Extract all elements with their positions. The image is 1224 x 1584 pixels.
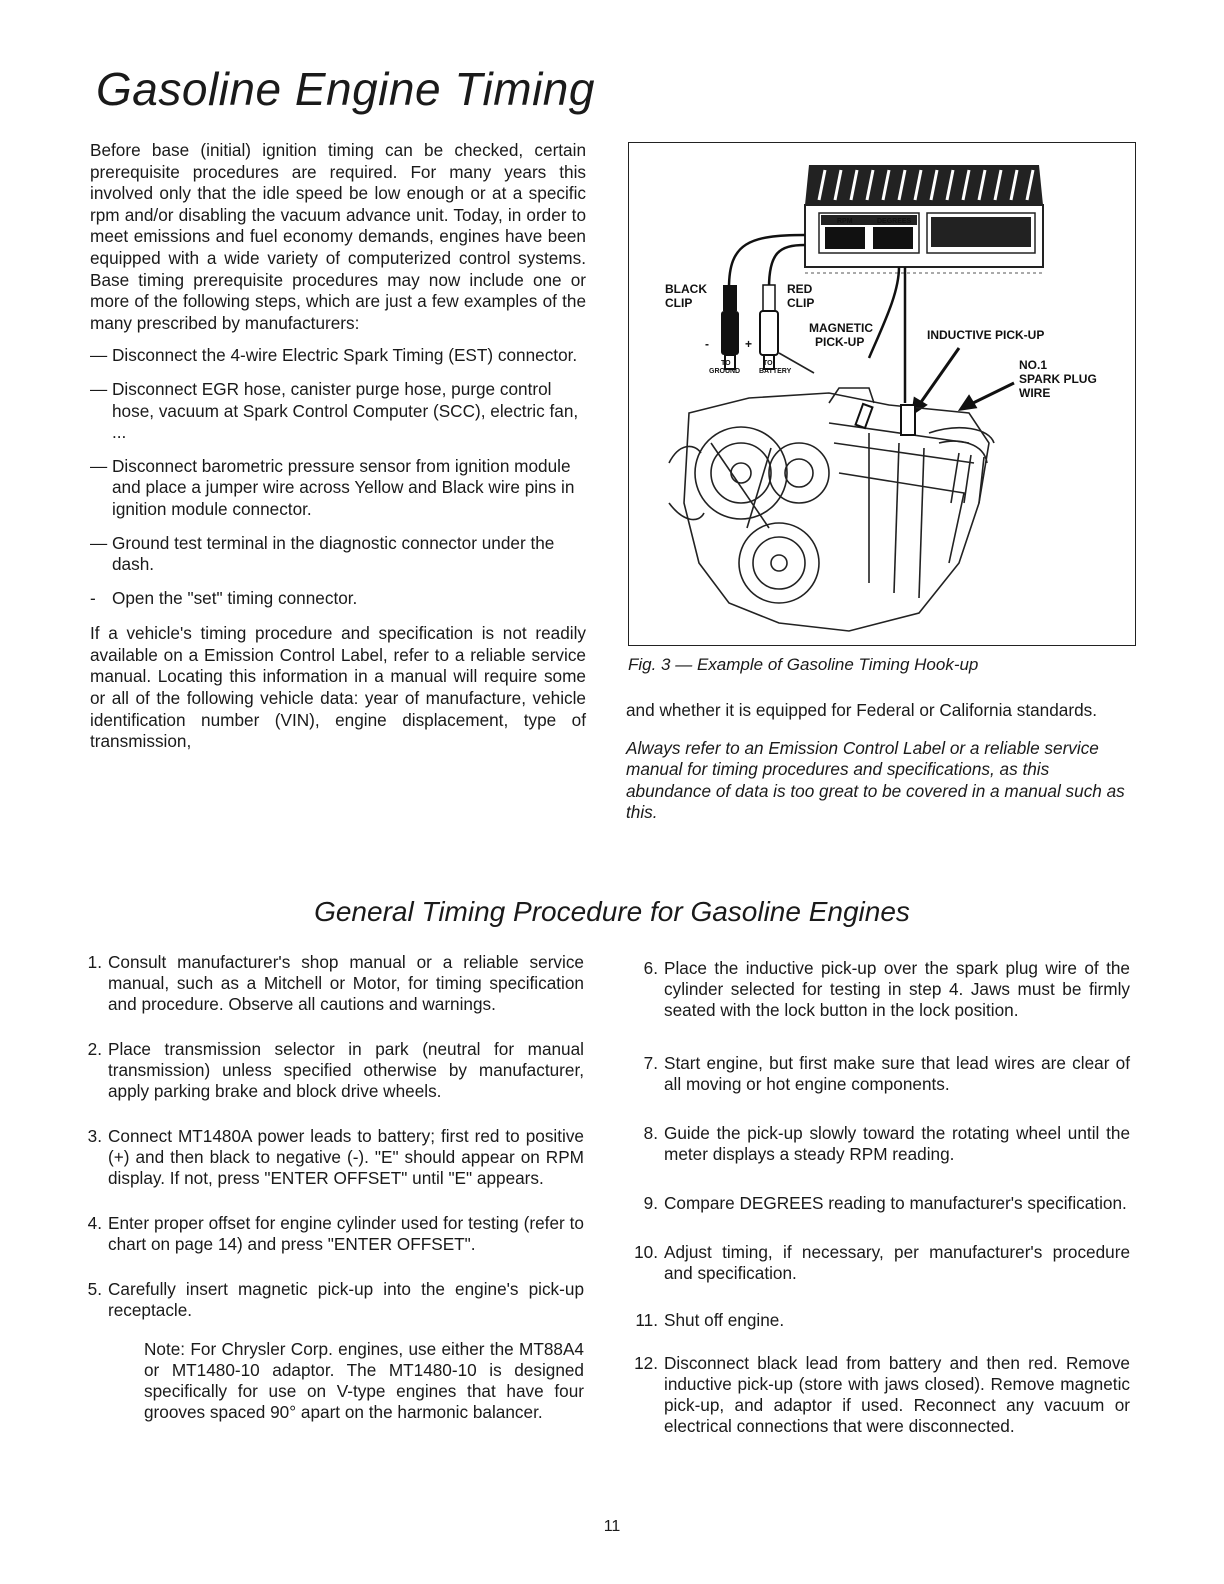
timing-hookup-figure	[628, 142, 1136, 646]
prerequisite-item	[90, 379, 586, 444]
intro-column	[90, 140, 586, 753]
spark-plug-wire-label: SPARK PLUG	[1019, 372, 1097, 386]
section-title: General Timing Procedure for Gasoline Engines	[314, 896, 910, 927]
step-number: 5.	[87, 1279, 102, 1299]
procedure-step	[634, 1353, 1130, 1437]
procedure-step	[82, 1039, 584, 1102]
to-battery-label: BATTERY	[759, 368, 792, 375]
step-text: Place the inductive pick-up over the spark plug wire of the cylinder selected for testing in step 4. Jaws must be firmly seated with the lock button in the lock position.	[664, 958, 1130, 1020]
black-clip-label: BLACK	[665, 282, 707, 296]
black-clip	[721, 285, 739, 369]
red-clip-label: CLIP	[787, 296, 815, 310]
procedure-step	[82, 952, 584, 1015]
step-number: 8.	[643, 1123, 658, 1143]
step-number: 4.	[87, 1213, 102, 1233]
step-number: 1.	[87, 952, 102, 972]
step-number: 7.	[643, 1053, 658, 1073]
callout-arrows	[913, 348, 1014, 413]
step-text: Consult manufacturer's shop manual or a reliable service manual, such as a Mitchell or Motor, for timing specification and procedure. Observe all cautions and warnings.	[108, 952, 584, 1014]
prerequisite-item	[90, 588, 586, 610]
procedure-step	[634, 1242, 1130, 1284]
procedure-step	[634, 1123, 1130, 1165]
spark-plug-wire-label: NO.1	[1019, 358, 1048, 372]
prerequisite-text: Ground test terminal in the diagnostic connector under the dash.	[112, 532, 555, 575]
step-number: 3.	[87, 1126, 102, 1146]
hookup-illustration	[629, 143, 1134, 644]
prerequisite-text: Disconnect EGR hose, canister purge hose, purge control hose, vacuum at Spark Control Computer (SCC), electric fan, ...	[112, 378, 579, 443]
to-battery-label: TO	[763, 360, 773, 367]
red-clip	[760, 285, 778, 369]
step-number: 12.	[634, 1353, 658, 1373]
step-number: 9.	[643, 1193, 658, 1213]
timing-meter	[805, 165, 1043, 273]
emission-label-note: Always refer to an Emission Control Label or a reliable service manual for timing procedures and specifications, as this abundance of data is too great to be covered in a manual such as this.	[626, 737, 1125, 823]
dash-marker: -	[90, 587, 96, 608]
dash-marker: —	[90, 532, 108, 553]
to-ground-label: GROUND	[709, 368, 741, 375]
step-number: 10.	[634, 1242, 658, 1262]
continuation-text: and whether it is equipped for Federal or California standards.	[626, 700, 1098, 720]
meter-degrees-label: DEGREES	[877, 218, 912, 225]
step-text: Enter proper offset for engine cylinder used for testing (refer to chart on page 14) and press "ENTER OFFSET".	[108, 1213, 584, 1254]
prerequisite-item	[90, 456, 586, 521]
dash-marker: —	[90, 455, 108, 476]
prerequisite-item	[90, 533, 586, 576]
step-text: Disconnect black lead from battery and then red. Remove inductive pick-up (store with jaws closed). Remove magnetic pick-up, and adaptor if used. Reconnect any vacuum or electrical connections that were disconnected.	[664, 1353, 1130, 1436]
step-text: Place transmission selector in park (neutral for manual transmission) unless specified otherwise by manufacturer, apply parking brake and block drive wheels.	[108, 1039, 584, 1101]
procedure-step	[82, 1213, 584, 1255]
page-number: 11	[603, 1518, 621, 1535]
positive-sign: +	[745, 337, 753, 351]
prerequisite-item	[90, 345, 586, 367]
vehicle-data-paragraph: If a vehicle's timing procedure and specification is not readily available on a Emission Control Label, refer to a reliable service manual. Locating this information in a manual will require some or all of the following vehicle data: year of manufacture, vehicle identification number (VIN), engine displacement, type of transmission,	[90, 623, 586, 752]
procedure-step	[82, 1279, 584, 1321]
step-text: Start engine, but first make sure that lead wires are clear of all moving or hot engine components.	[664, 1053, 1130, 1094]
prerequisite-text: Open the "set" timing connector.	[112, 587, 358, 608]
procedure-step	[82, 1126, 584, 1189]
step-number: 11.	[635, 1310, 658, 1330]
step-number: 2.	[87, 1039, 102, 1059]
steps-left-column	[82, 952, 584, 1440]
chrysler-adaptor-note: Note: For Chrysler Corp. engines, use either the MT88A4 or MT1480-10 adaptor. The MT1480-10 is designed specifically for use on V-type engines that have four grooves spaced 90° apart on the harmonic balancer.	[144, 1339, 584, 1422]
step-number: 6.	[643, 958, 658, 978]
spark-plug-wire-label: WIRE	[1019, 386, 1051, 400]
magnetic-pickup-label: PICK-UP	[815, 335, 865, 349]
steps-right-column	[634, 958, 1130, 1437]
procedure-step	[634, 1193, 1130, 1214]
figure-caption: Fig. 3 — Example of Gasoline Timing Hook-up	[628, 655, 979, 674]
red-clip-label: RED	[787, 282, 813, 296]
step-text: Connect MT1480A power leads to battery; first red to positive (+) and then black to negative (-). "E" should appear on RPM display. If not, press "ENTER OFFSET" until "E" appears.	[108, 1126, 584, 1188]
procedure-step	[634, 1310, 1130, 1331]
dash-marker: —	[90, 345, 108, 366]
step-text: Shut off engine.	[664, 1310, 785, 1330]
prerequisite-text: Disconnect barometric pressure sensor from ignition module and place a jumper wire across Yellow and Black wire pins in ignition module connector.	[112, 455, 575, 519]
step-text: Adjust timing, if necessary, per manufacturer's procedure and specification.	[664, 1242, 1130, 1283]
intro-paragraph: Before base (initial) ignition timing can be checked, certain prerequisite procedures are required. For many years this involved only that the idle speed be low enough or at a specific rpm and/or disabling the vacuum advance unit. Today, in order to meet emissions and fuel economy demands, engines have been equipped with a wide variety of computerized control systems. Base timing prerequisite procedures may now include one or more of the following steps, which are just a few examples of the many prescribed by manufacturers:	[90, 140, 586, 333]
meter-rpm-label: RPM	[837, 218, 853, 225]
step-text: Guide the pick-up slowly toward the rotating wheel until the meter displays a steady RPM reading.	[664, 1123, 1130, 1164]
step-text: Carefully insert magnetic pick-up into the engine's pick-up receptacle.	[108, 1279, 584, 1320]
procedure-step	[634, 958, 1130, 1021]
inductive-pickup-label: INDUCTIVE PICK-UP	[927, 328, 1045, 342]
dash-marker: —	[90, 378, 108, 399]
prerequisite-text: Disconnect the 4-wire Electric Spark Timing (EST) connector.	[112, 345, 578, 366]
black-clip-label: CLIP	[665, 296, 693, 310]
magnetic-pickup-label: MAGNETIC	[809, 321, 873, 335]
to-ground-label: TO	[721, 360, 731, 367]
page-title: Gasoline Engine Timing	[96, 63, 595, 115]
negative-sign: -	[705, 337, 709, 351]
procedure-step	[634, 1053, 1130, 1095]
step-text: Compare DEGREES reading to manufacturer's specification.	[664, 1193, 1127, 1213]
engine-illustration	[669, 353, 994, 631]
right-text-column	[626, 700, 1126, 824]
